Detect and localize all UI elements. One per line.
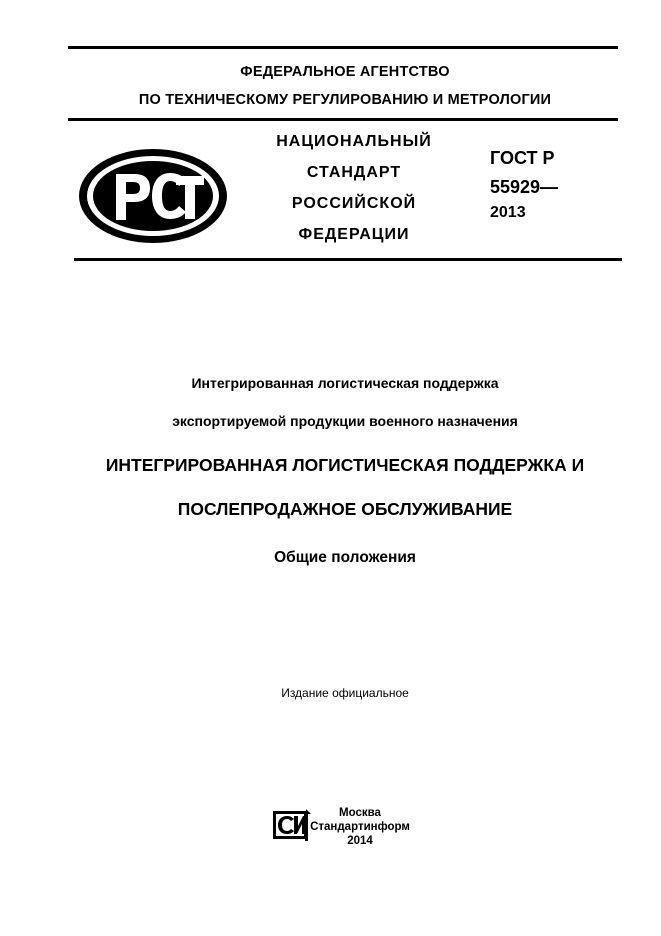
standard-year: 2013 (490, 204, 526, 221)
edition-note: Издание официальное (281, 686, 409, 700)
header-rule (68, 118, 618, 121)
document-part: Общие положения (274, 549, 416, 566)
publisher-city: Москва (339, 807, 381, 819)
rst-logo-icon (76, 146, 231, 246)
document-subtitle-line2: экспортируемой продукции военного назначения (172, 413, 518, 429)
document-title-line2: ПОСЛЕПРОДАЖНОЕ ОБСЛУЖИВАНИЕ (177, 499, 513, 519)
document-subtitle-line1: Интегрированная логистическая поддержка (191, 375, 499, 391)
document-title-line1: ИНТЕГРИРОВАННАЯ ЛОГИСТИЧЕСКАЯ ПОДДЕРЖКА И (105, 455, 585, 475)
standard-title-line4: ФЕДЕРАЦИИ (298, 226, 410, 243)
standard-title-line3: РОССИЙСКОЙ (291, 195, 417, 212)
bottom-header-rule (74, 258, 622, 261)
standard-title-line1: НАЦИОНАЛЬНЫЙ (276, 133, 432, 150)
top-rule (68, 46, 618, 49)
standard-title-line2: СТАНДАРТ (306, 164, 402, 181)
agency-name-line1: ФЕДЕРАЛЬНОЕ АГЕНТСТВО (240, 64, 450, 80)
publisher-name: Стандартинформ (310, 821, 410, 833)
standard-designation: ГОСТ Р (490, 148, 555, 168)
agency-name-line2: ПО ТЕХНИЧЕСКОМУ РЕГУЛИРОВАНИЮ И МЕТРОЛОГИИ (138, 92, 552, 108)
publisher-year: 2014 (347, 835, 373, 847)
standard-number: 55929— (490, 177, 559, 197)
